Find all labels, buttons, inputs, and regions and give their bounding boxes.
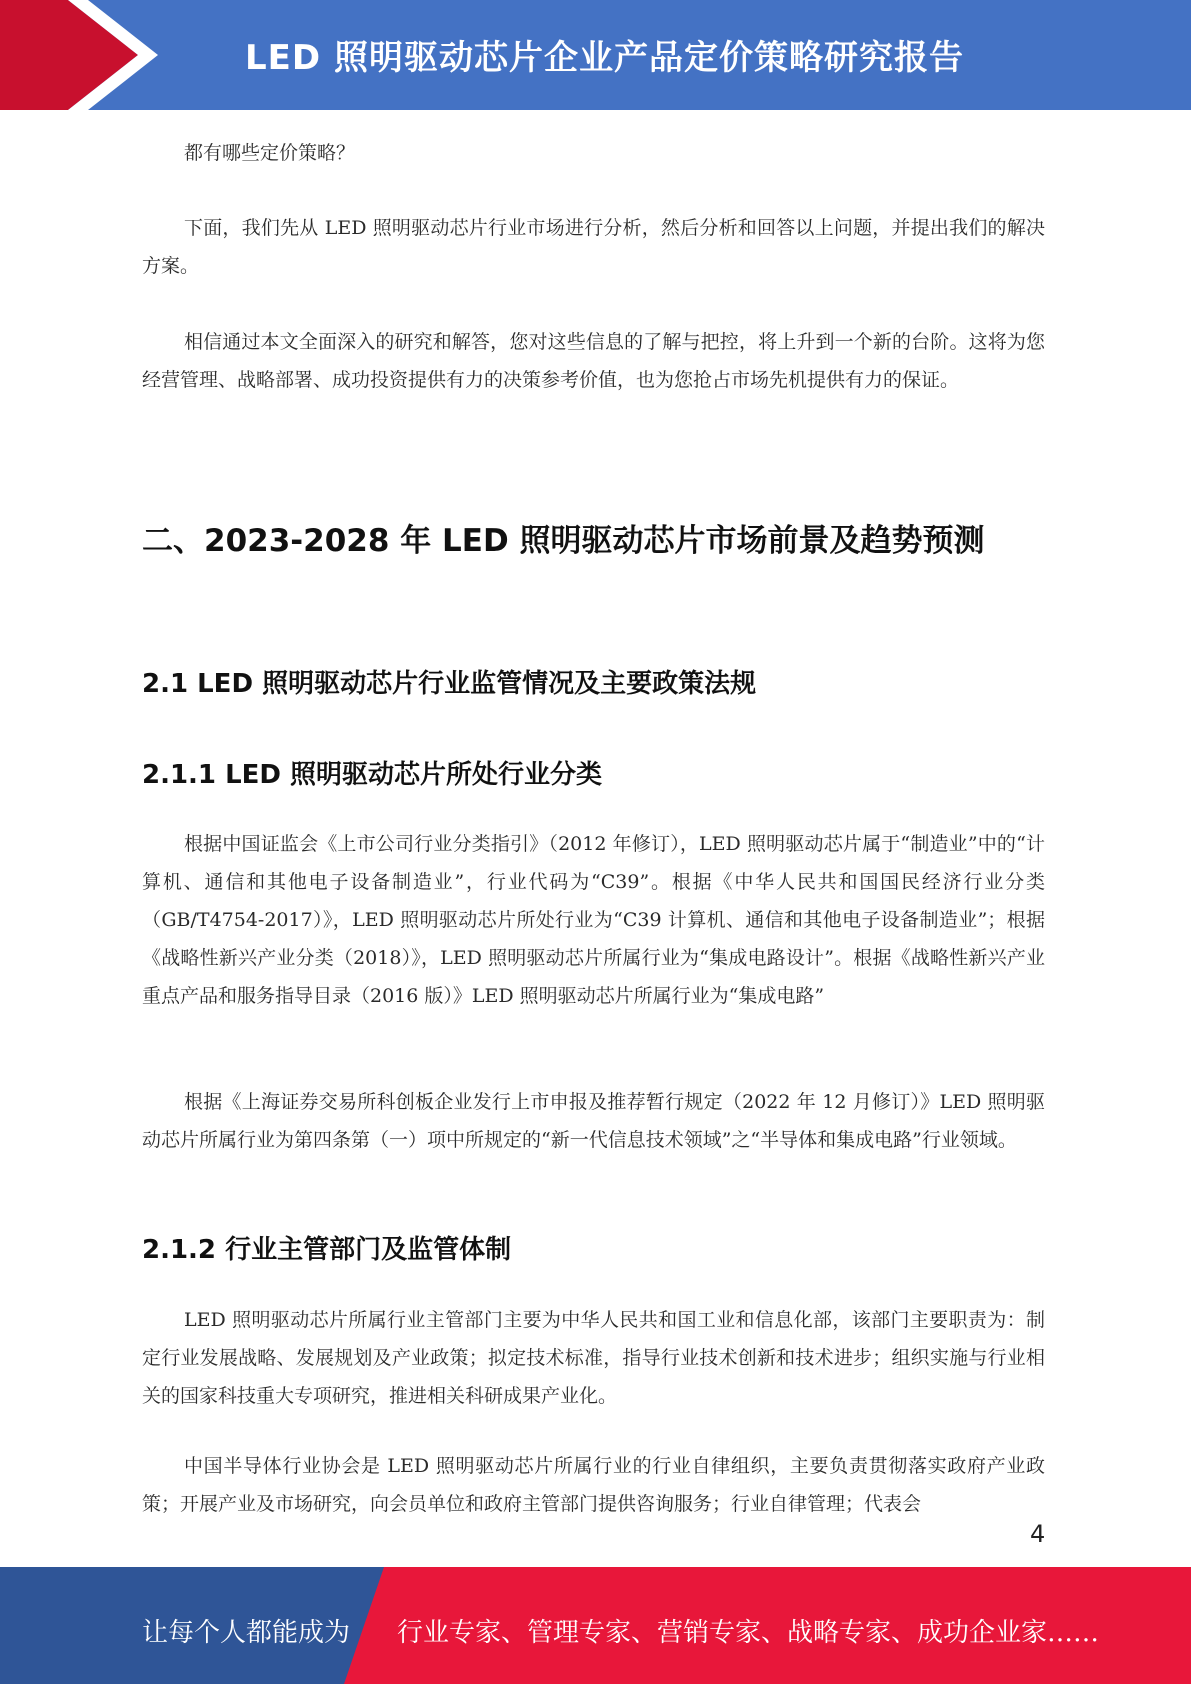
page-number: 4 <box>1030 1520 1046 1548</box>
footer-slogan-left: 让每个人都能成为 <box>142 1618 351 1648</box>
page-header <box>0 0 1191 110</box>
section-heading: 二、2023-2028 年 LED 照明驱动芯片市场前景及趋势预测 <box>142 523 985 559</box>
report-title: LED 照明驱动芯片企业产品定价策略研究报告 <box>245 38 964 78</box>
intro-paragraph-2: 下面，我们先从 LED 照明驱动芯片行业市场进行分析，然后分析和回答以上问题，并提出我们的解决方案。 <box>142 217 1045 277</box>
regulator-paragraph-1: LED 照明驱动芯片所属行业主管部门主要为中华人民共和国工业和信息化部，该部门主要职责为：制定行业发展战略、发展规划及产业政策；拟定技术标准，指导行业技术创新和技术进步；组织实施与行业相关的国家科技重大专项研究，推进相关科研成果产业化。 <box>142 1309 1045 1407</box>
sub-heading-2-1-2: 2.1.2 行业主管部门及监管体制 <box>142 1235 512 1265</box>
classification-paragraph-1: 根据中国证监会《上市公司行业分类指引》（2012 年修订），LED 照明驱动芯片属于“制造业”中的“计算机、通信和其他电子设备制造业”，行业代码为“C39”。根据《中华人民共和国国民经济行业分类（GB/T4754-2017）》，LED 照明驱动芯片所处行业为“C39 计算机、通信和其他电子设备制造业”；根据《战略性新兴产业分类（2018）》，LED 照明驱动芯片所属行业为“集成电路设计”。根据《战略性新兴产业重点产品和服务指导目录（2016 版）》LED 照明驱动芯片所属行业为“集成电路” <box>142 833 1045 1007</box>
regulator-paragraph-2: 中国半导体行业协会是 LED 照明驱动芯片所属行业的行业自律组织，主要负责贯彻落实政府产业政策；开展产业及市场研究，向会员单位和政府主管部门提供咨询服务；行业自律管理；代表会 <box>142 1455 1045 1515</box>
intro-paragraph-3: 相信通过本文全面深入的研究和解答，您对这些信息的了解与把控，将上升到一个新的台阶。这将为您经营管理、战略部署、成功投资提供有力的决策参考价值，也为您抢占市场先机提供有力的保证。 <box>142 331 1045 391</box>
page-footer <box>0 1567 1191 1684</box>
classification-paragraph-2: 根据《上海证券交易所科创板企业发行上市申报及推荐暂行规定（2022 年 12 月修订）》LED 照明驱动芯片所属行业为第四条第（一）项中所规定的“新一代信息技术领域”之“半导体和集成电路”行业领域。 <box>142 1091 1045 1151</box>
footer-slogan-right: 行业专家、管理专家、营销专家、战略专家、成功企业家…… <box>397 1618 1100 1648</box>
subsection-heading: 2.1 LED 照明驱动芯片行业监管情况及主要政策法规 <box>142 669 757 699</box>
sub-heading-2-1-1: 2.1.1 LED 照明驱动芯片所处行业分类 <box>142 760 603 790</box>
intro-paragraph-1: 都有哪些定价策略？ <box>184 142 356 164</box>
